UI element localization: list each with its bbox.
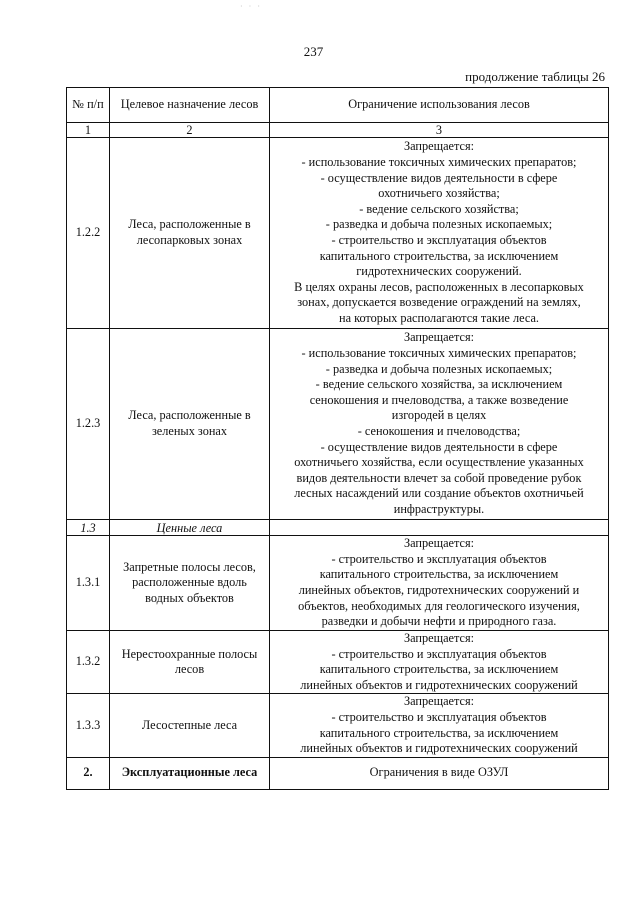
- restriction-line: Запрещается:: [403, 330, 475, 345]
- restriction-line: капитального строительства, за исключением: [319, 725, 559, 740]
- restriction-line: - разведка и добыча полезных ископаемых;: [325, 217, 553, 232]
- table-row: [67, 536, 609, 631]
- restriction-line: капитального строительства, за исключением: [319, 567, 559, 582]
- row-purpose: Запретные полосы лесов, расположенные вдоль водных объектов: [110, 536, 270, 631]
- row-purpose: Леса, расположенные в лесопарковых зонах: [110, 138, 270, 329]
- section-number: 1.3: [67, 520, 110, 536]
- page-number: 237: [303, 44, 324, 59]
- restriction-line: на которых располагаются такие леса.: [338, 310, 540, 325]
- restriction-line: - ведение сельского хозяйства, за исключением: [315, 377, 563, 392]
- row-restriction: [270, 329, 609, 520]
- restriction-line: капитального строительства, за исключением: [319, 662, 559, 677]
- forest-restrictions-table: [66, 87, 609, 790]
- restriction-line: гидротехнических сооружений.: [356, 264, 522, 279]
- column-number: 3: [270, 123, 609, 138]
- restriction-line: сенокошения и пчеловодства, а также возведение: [309, 392, 569, 407]
- header-restriction: Ограничение использования лесов: [270, 88, 609, 123]
- row-restriction: [270, 694, 609, 757]
- restriction-line: Запрещается:: [403, 139, 475, 154]
- section-title: Ценные леса: [110, 520, 270, 536]
- table-row: [67, 757, 609, 789]
- header-number: № п/п: [67, 88, 110, 123]
- section-empty-cell: [270, 520, 609, 536]
- table-continuation-label: продолжение таблицы 26: [465, 69, 605, 84]
- table-header-row: [67, 88, 609, 123]
- row-purpose: Эксплуатационные леса: [110, 757, 270, 789]
- table-row: [67, 138, 609, 329]
- restriction-line: - осуществление видов деятельности в сфере: [320, 439, 558, 454]
- row-restriction: [270, 631, 609, 694]
- restriction-line: - строительство и эксплуатация объектов: [331, 709, 547, 724]
- restriction-line: - использование токсичных химических препаратов;: [301, 155, 577, 170]
- row-number: 1.3.2: [67, 631, 110, 694]
- restriction-line: линейных объектов и гидротехнических сооружений: [300, 741, 578, 756]
- restriction-line: Запрещается:: [403, 536, 475, 551]
- restriction-line: зонах, допускается возведение ограждений на землях,: [297, 295, 581, 310]
- row-restriction: [270, 536, 609, 631]
- restriction-line: лесных насаждений или создание объектов охотничьей: [294, 486, 584, 501]
- row-number: 1.2.3: [67, 329, 110, 520]
- restriction-line: - строительство и эксплуатация объектов: [331, 233, 547, 247]
- table-row: [67, 329, 609, 520]
- restriction-line: Запрещается:: [403, 631, 475, 645]
- restriction-line: - сенокошения и пчеловодства;: [357, 424, 521, 438]
- row-restriction: [270, 138, 609, 329]
- restriction-line: капитального строительства, за исключением: [319, 248, 559, 263]
- restriction-line: видов деятельности влечет за собой проведение рубок: [296, 470, 582, 485]
- restriction-line: охотничьего хозяйства;: [378, 186, 500, 201]
- restriction-line: - использование токсичных химических препаратов;: [301, 346, 577, 361]
- row-number: 1.3.1: [67, 536, 110, 631]
- restriction-line: В целях охраны лесов, расположенных в лесопарковых: [294, 279, 584, 294]
- restriction-line: изгородей в целях: [391, 408, 487, 423]
- table-row: [67, 694, 609, 757]
- row-purpose: Леса, расположенные в зеленых зонах: [110, 329, 270, 520]
- restriction-line: - строительство и эксплуатация объектов: [331, 646, 547, 661]
- restriction-line: - разведка и добыча полезных ископаемых;: [325, 361, 553, 376]
- restriction-line: разведки и добычи нефти и природного газа.: [321, 614, 557, 629]
- row-number: 1.3.3: [67, 694, 110, 757]
- row-purpose: Лесостепные леса: [110, 694, 270, 757]
- table-section-row: [67, 520, 609, 536]
- row-number: 1.2.2: [67, 138, 110, 329]
- restriction-line: - осуществление видов деятельности в сфере: [320, 170, 558, 185]
- restriction-line: - строительство и эксплуатация объектов: [331, 551, 547, 566]
- restriction-line: объектов, необходимых для геологического изучения,: [298, 598, 580, 613]
- restriction-line: линейных объектов, гидротехнических сооружений и: [298, 583, 580, 597]
- restriction-line: инфраструктуры.: [393, 501, 485, 516]
- table-row: [67, 631, 609, 694]
- header-purpose: Целевое назначение лесов: [110, 88, 270, 123]
- row-number: 2.: [67, 757, 110, 789]
- restriction-line: - ведение сельского хозяйства;: [359, 201, 519, 216]
- restriction-line: линейных объектов и гидротехнических сооружений: [300, 677, 578, 692]
- row-restriction: Ограничения в виде ОЗУЛ: [270, 757, 609, 789]
- restriction-line: Запрещается:: [403, 694, 475, 709]
- column-number: 1: [67, 123, 110, 138]
- row-purpose: Нерестоохранные полосы лесов: [110, 631, 270, 694]
- column-number: 2: [110, 123, 270, 138]
- column-number-row: [67, 123, 609, 138]
- restriction-line: охотничьего хозяйства, если осуществление указанных: [294, 455, 584, 470]
- scan-mark: · · ·: [240, 2, 262, 11]
